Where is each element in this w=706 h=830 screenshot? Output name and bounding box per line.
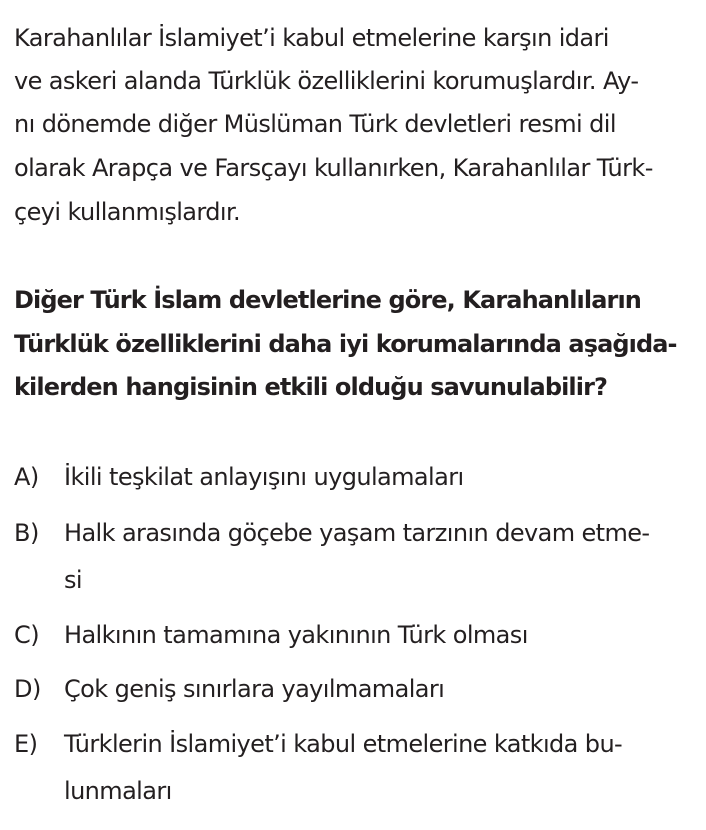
option-letter: E) (14, 730, 38, 758)
option-text: Türklerin İslamiyet’i kabul etmelerine katkıda bu- (64, 730, 623, 758)
question-line: kilerden hangisinin etkili olduğu savunulabilir? (14, 373, 608, 401)
passage-line: Karahanlılar İslamiyet’i kabul etmelerine karşın idari (14, 24, 609, 52)
option-text-continued: si (64, 566, 82, 594)
question-line: Diğer Türk İslam devletlerine göre, Karahanlıların (14, 286, 641, 314)
option-text-continued: lunmaları (64, 777, 172, 805)
option-text: Halkının tamamına yakınının Türk olması (64, 621, 528, 649)
option-letter: A) (14, 463, 39, 491)
option-text: İkili teşkilat anlayışını uygulamaları (64, 463, 464, 491)
passage-line: çeyi kullanmışlardır. (14, 198, 241, 226)
passage-line: ve askeri alanda Türklük özelliklerini korumuşlardır. Ay- (14, 67, 639, 95)
option-text: Halk arasında göçebe yaşam tarzının devam etme- (64, 519, 650, 547)
passage-line: nı dönemde diğer Müslüman Türk devletleri resmi dil (14, 110, 616, 138)
option-text: Çok geniş sınırlara yayılmamaları (64, 675, 445, 703)
question-line: Türklük özelliklerini daha iyi korumalarında aşağıda- (14, 330, 677, 358)
option-letter: C) (14, 621, 40, 649)
passage-line: olarak Arapça ve Farsçayı kullanırken, Karahanlılar Türk- (14, 154, 653, 182)
option-letter: D) (14, 675, 41, 703)
option-letter: B) (14, 519, 39, 547)
